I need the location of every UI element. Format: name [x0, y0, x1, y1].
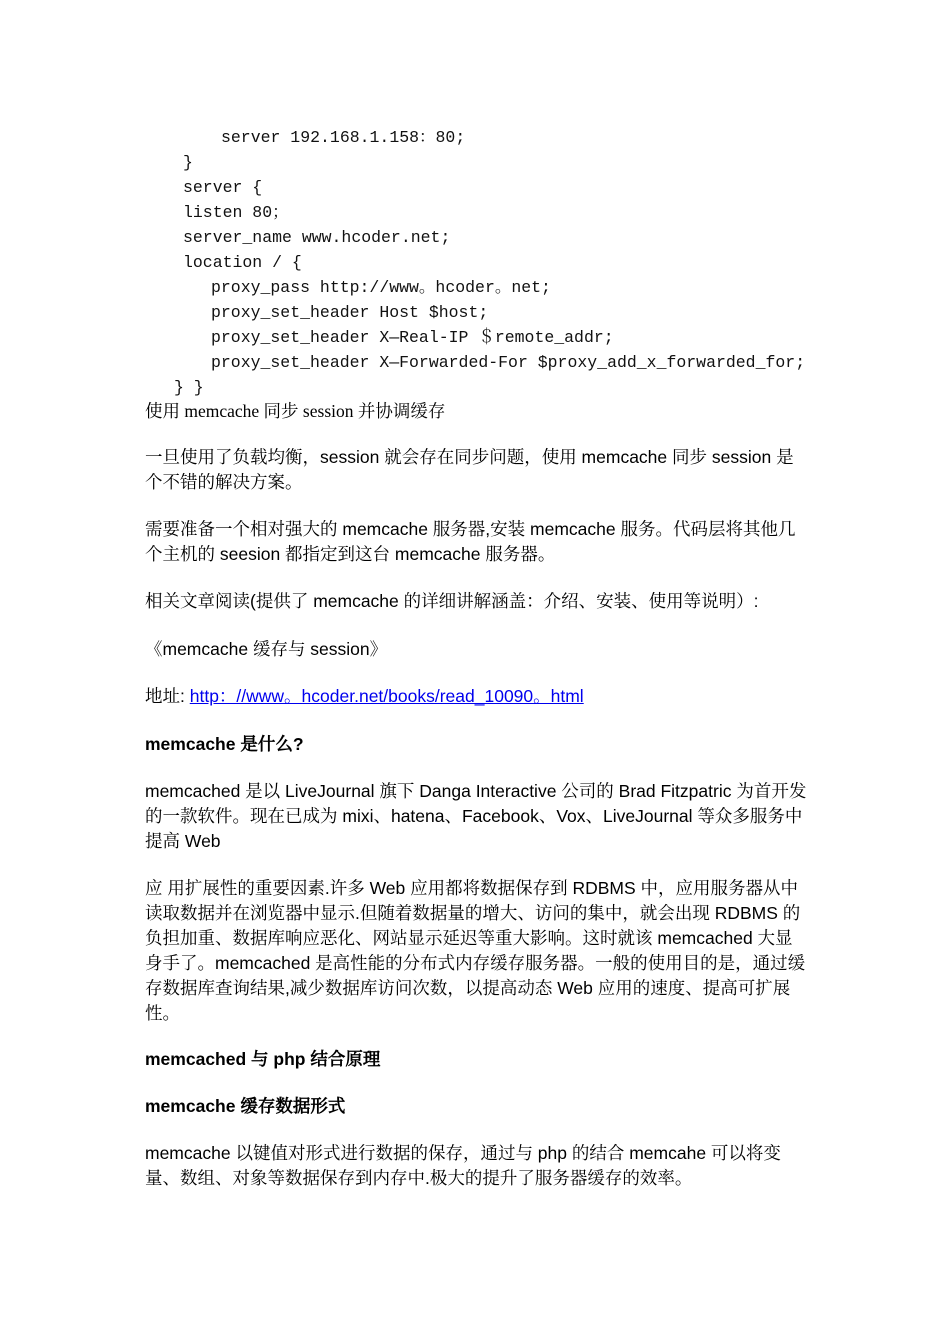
code-line: location / {: [183, 253, 302, 272]
heading: memcached 与 php 结合原理: [145, 1049, 381, 1069]
code-line: }: [183, 153, 193, 172]
heading: memcache 是什么?: [145, 734, 304, 754]
paragraph: 相关文章阅读(提供了 memcache 的详细讲解涵盖：介绍、安装、使用等说明）:: [145, 591, 759, 611]
address-label: 地址:: [145, 686, 190, 706]
code-line: proxy_set_header X—Real-IP ＄remote_addr;: [211, 328, 614, 347]
heading: memcache 缓存数据形式: [145, 1096, 346, 1116]
code-line: } }: [174, 378, 204, 397]
paragraph: memcached 是以 LiveJournal 旗下 Danga Interactive 公司的 Brad Fitzpatric 为首开发的一款软件。现在已成为 mixi、hatena、Facebook、Vox、LiveJournal 等众多服务中提高 Web: [145, 781, 807, 851]
code-line: server {: [183, 178, 263, 197]
code-line: listen 80；: [183, 203, 289, 222]
code-line: proxy_set_header X—Forwarded-For $proxy_add_x_forwarded_for;: [211, 353, 806, 372]
paragraph: memcache 以键值对形式进行数据的保存，通过与 php 的结合 memcahe 可以将变量、数组、对象等数据保存到内存中.极大的提升了服务器缓存的效率。: [145, 1143, 781, 1188]
code-line: server 192.168.1.158：80;: [221, 128, 466, 147]
section-title: 使用 memcache 同步 session 并协调缓存: [145, 401, 446, 421]
paragraph: 一旦使用了负载均衡，session 就会存在同步问题，使用 memcache 同步 session 是个不错的解决方案。: [145, 447, 794, 492]
paragraph: 应 用扩展性的重要因素.许多 Web 应用都将数据保存到 RDBMS 中，应用服务器从中读取数据并在浏览器中显示.但随着数据量的增大、访问的集中，就会出现 RDBMS 的负担加重、数据库响应恶化、网站显示延迟等重大影响。这时就该 memcached 大显身手了。memcached 是高性能的分布式内存缓存服务器。一般的使用目的是，通过缓存数据库查询结果,减少数据库访问次数，以提高动态 Web 应用的速度、提高可扩展性。: [145, 878, 806, 1023]
code-line: server_name www.hcoder.net;: [183, 228, 451, 247]
paragraph: 需要准备一个相对强大的 memcache 服务器,安装 memcache 服务。代码层将其他几个主机的 seesion 都指定到这台 memcache 服务器。: [145, 519, 796, 564]
code-line: proxy_set_header Host $host;: [211, 303, 489, 322]
address-link[interactable]: http：//www。hcoder.net/books/read_10090。html: [189, 686, 584, 706]
code-block: [0, 0, 806, 397]
address-line: [145, 684, 810, 709]
paragraph: 《memcache 缓存与 session》: [145, 639, 388, 659]
code-line: proxy_pass http://www。hcoder。net;: [211, 278, 551, 297]
